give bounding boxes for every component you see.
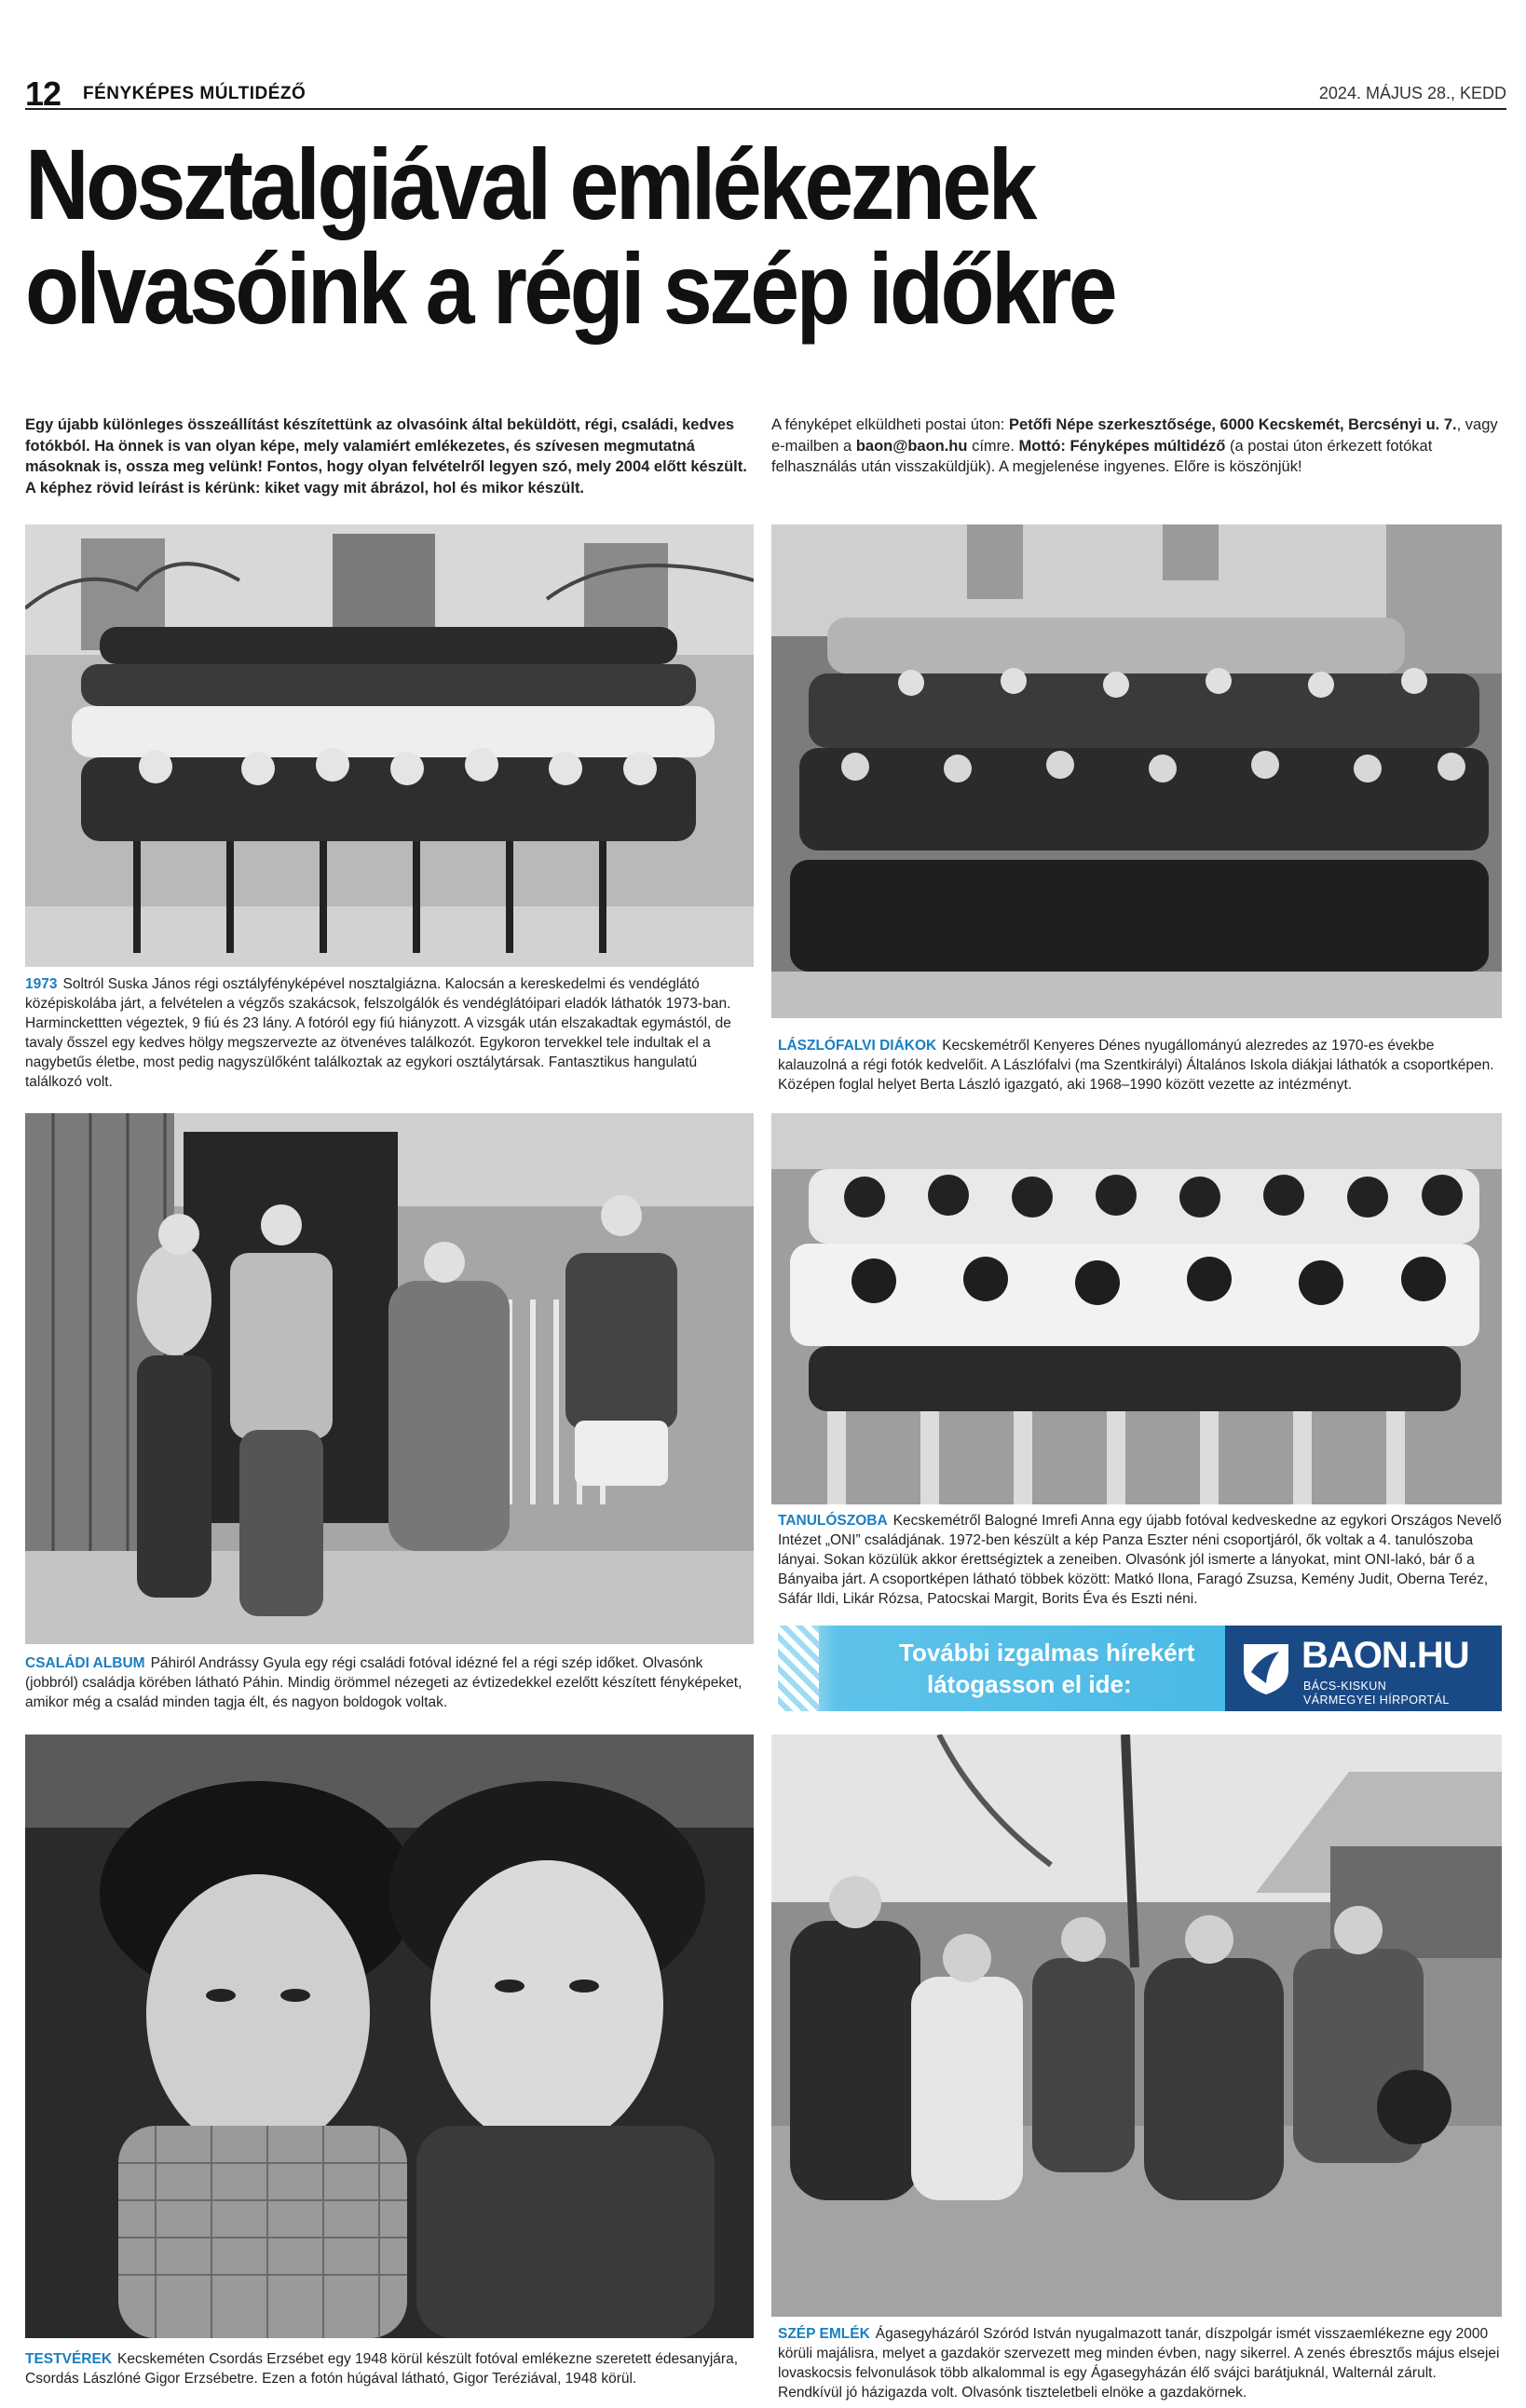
page-header: [25, 75, 1506, 113]
photo-family-album: [25, 1113, 754, 1644]
caption-text: Ágasegyházáról Szóród István nyugalmazott tanár, díszpolgár ismét visszaemlékezne egy 2000 körüli majálisra, melyet a gazdakör szervezett meg minden évben, nagy sikerrel. A zenés ébresztős május elsejei lovaskocsis felvonulások több alkalommal is egy Ágasegyházán élő svájci barátjuknál, Walternál zárult. Rendkívül jó házigazda volt. Olvasónk tiszteletbeli elnöke a gazdakörnek.: [778, 2326, 1500, 2401]
caption-family-album: [25, 1653, 754, 1712]
caption-keyword: SZÉP EMLÉK: [778, 2326, 870, 2342]
brand-sub-2: VÁRMEGYEI HÍRPORTÁL: [1303, 1694, 1450, 1707]
intro-right: [771, 415, 1500, 478]
postal-address: Petőfi Népe szerkesztősége, 6000 Kecskemét, Bercsényi u. 7.: [1009, 416, 1457, 433]
headline: [25, 128, 1337, 345]
intro-text: (a postai úton érkezett fotókat felhasználás után visszaküldjük). A megjelenése ingyenes. Előre is köszönjük!: [771, 437, 1433, 475]
caption-keyword: TANULÓSZOBA: [778, 1513, 888, 1529]
caption-text: Kecskeméten Csordás Erzsébet egy 1948 körül készült fotóval emlékezne szeretett édesanyjára, Csordás Lászlóné Gigor Erzsébetre. Ezen a fotón húgával látható, Gigor Teréziával, 1948 körül.: [25, 2351, 739, 2387]
brand-sub-1: BÁCS-KISKUN: [1303, 1680, 1387, 1693]
baon-promo-banner[interactable]: [778, 1626, 1502, 1711]
headline-line-1: Nosztalgiával emlékeznek: [25, 128, 1034, 240]
caption-text: Kecskemétről Balogné Imrefi Anna egy újabb fotóval kedveskedne az egykori Országos Nevelő Intézet „ONI” családjának. 1972-ben készült a kép Panza Eszter néni csoportjáról, ők voltak a 4. tanulószoba lányai. Sokan közülük akkor érettségiztek a zeneiben. Olvasónk jól ismerte a lányokat, mint ONI-lakó, bár ő a Bányaiba járt. A csoportképen látható többek között: Matkó Ilona, Faragó Zsuzsa, Kemény Judit, Oberna Teréz, Sáfár Ildi, Likár Rózsa, Patocskai Margit, Borits Éva és Eszti néni.: [778, 1513, 1502, 1607]
caption-text: Páhiról Andrássy Gyula egy régi családi fotóval idézné fel a régi szép időket. Olvasónk (jobbról) családja körében látható Páhin. Mindig örömmel nézegeti az évtizedekkel ezelőtt készített fényképeket, amikor még a család minden tagja élt, és nagyon boldogok voltak.: [25, 1655, 743, 1710]
brand-name: BAON.HU: [1301, 1635, 1469, 1676]
headline-line-2: olvasóink a régi szép időkre: [25, 232, 1115, 345]
section-title: FÉNYKÉPES MÚLTIDÉZŐ: [83, 84, 307, 103]
photo-1973-class: [25, 524, 754, 967]
caption-text: Kecskemétről Kenyeres Dénes nyugállományú alezredes az 1970-es évekbe kalauzolná a régi fotók kedvelőit. A Lászlófalvi (ma Szentkirályi) Általános Iskola diákjai láthatók a csoportképen. Középen foglal helyet Berta László igazgató, aki 1968–1990 között vezette az intézményt.: [778, 1038, 1494, 1093]
caption-keyword: LÁSZLÓFALVI DIÁKOK: [778, 1038, 937, 1054]
photo-study-room-girls: [771, 1113, 1502, 1504]
caption-laszlofalvi: [778, 1036, 1502, 1095]
caption-study-room: [778, 1511, 1502, 1609]
photo-laszlofalvi-students: [771, 524, 1502, 1018]
caption-keyword: TESTVÉREK: [25, 2351, 113, 2367]
banner-stripes: [778, 1626, 819, 1711]
photo-may-festival: [771, 1735, 1502, 2317]
email-address[interactable]: baon@baon.hu: [855, 437, 968, 455]
shield-icon: [1242, 1640, 1290, 1696]
caption-sisters: [25, 2349, 754, 2388]
issue-date: 2024. MÁJUS 28., KEDD: [1318, 84, 1506, 102]
page-number: 12: [25, 75, 61, 113]
intro-text: címre.: [967, 437, 1019, 455]
photo-sisters-portrait: [25, 1735, 754, 2338]
motto: Mottó: Fényképes múltidéző: [1018, 437, 1226, 455]
caption-keyword: CSALÁDI ALBUM: [25, 1655, 145, 1671]
brand-subtitle: [1303, 1680, 1450, 1707]
caption-text: Soltról Suska János régi osztályfényképével nosztalgiázna. Kalocsán a kereskedelmi és vendéglátó középiskolába járt, a felvételen a végzős szakácsok, felszolgálók és vendéglátóipari eladók láthatók 1973-ban. Harminckettten végeztek, 9 fiú és 23 lány. A fotóról egy fiú hiányzott. A vizsgák után elszakadtak egymástól, de tavaly ősszel egy kedves hölgy megszervezte az ötvenéves találkozót. Egykoron tervekkel tele indultak el a nagybetűs életbe, most pedig nagyszülőként találkoztak az egykori osztálytársak. Fantasztikus hangulatú találkozó volt.: [25, 976, 731, 1090]
banner-line-1: További izgalmas hírekért: [899, 1639, 1195, 1667]
banner-line-2: látogasson el ide:: [927, 1670, 1132, 1698]
intro-text: A fényképet elküldheti postai úton:: [771, 416, 1010, 433]
intro-text: , vagy e-mailben a: [771, 416, 1498, 455]
baon-brand-block[interactable]: [1225, 1626, 1502, 1711]
intro-left: Egy újabb különleges összeállítást készítettünk az olvasóink által beküldött, régi, családi, kedves fotókból. Ha önnek is van olyan képe, mely valamiért emlékezetes, és szívesen megmutatná másoknak is, ossza meg velünk! Fontos, hogy olyan felvételről legyen szó, mely 2004 előtt készült. A képhez rövid leírást is kérünk: kiket vagy mit ábrázol, hol és mikor készült.: [25, 416, 747, 497]
caption-may-festival: [778, 2324, 1502, 2402]
caption-1973: [25, 974, 754, 1092]
caption-keyword: 1973: [25, 976, 58, 992]
